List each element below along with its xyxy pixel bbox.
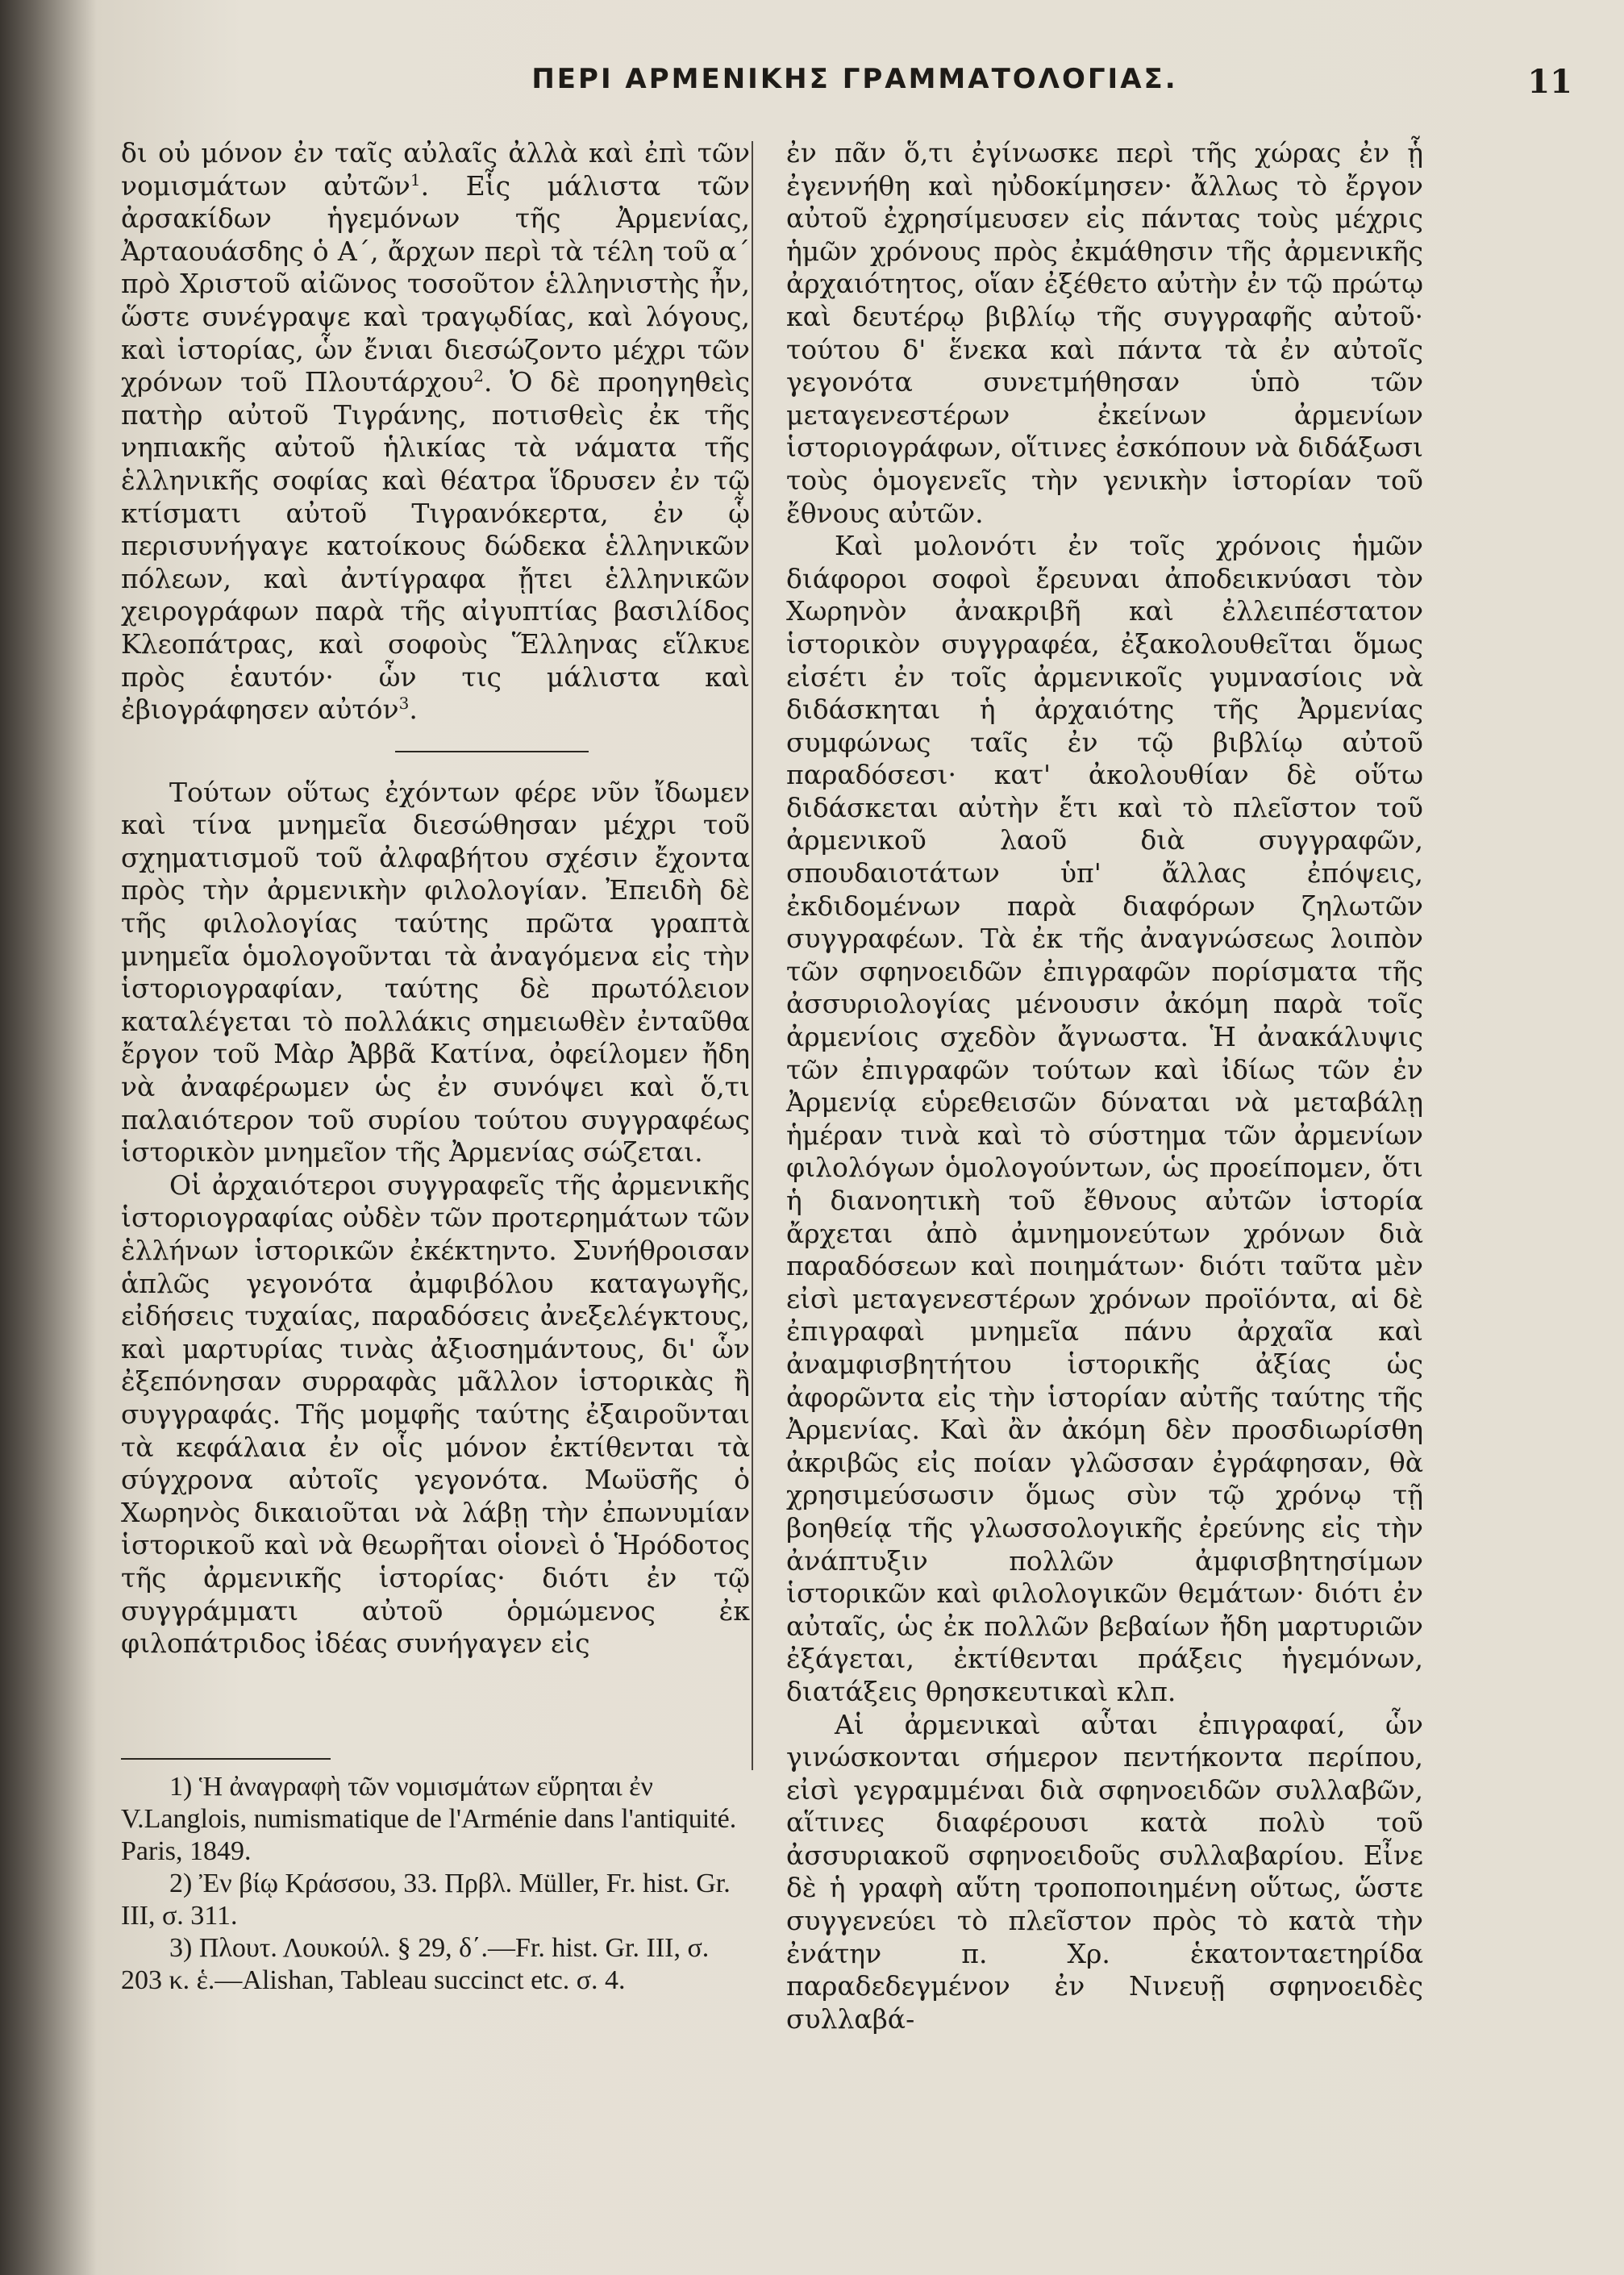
page-header xyxy=(121,63,1572,119)
footnote: 1) Ἡ ἀναγραφὴ τῶν νομισμάτων εὕρηται ἐν xyxy=(169,1772,653,1802)
footnote-ref: 1 xyxy=(410,169,421,190)
paragraph: Τούτων οὕτως ἐχόντων φέρε νῦν ἴδωμεν καὶ τίνα μνημεῖα διεσώθησαν μέχρι τοῦ σχηματισμοῦ τοῦ ἀλφαβήτου σχέσιν ἔχοντα πρὸς τὴν ἀρμενικὴν φιλολογίαν. Ἐπειδὴ δὲ τῆς φιλολογίας ταύτης πρῶτα γραπτὰ μνημεῖα ὁμολογοῦνται τὰ ἀναγόμενα εἰς τὴν ἱστοριογραφίαν, ταύτης δὲ πρωτόλειον καταλέγεται τὸ πολλάκις σημειωθὲν ἐνταῦθα ἔργον τοῦ Μὰρ Ἀββᾶ Κατίνα, ὀφείλομεν ἤδη νὰ ἀναφέρωμεν ὡς ἐν συνόψει καὶ ὅ,τι παλαιότερον τοῦ συρίου τούτου συγγραφέως ἱστορικὸν μνημεῖον τῆς Ἀρμενίας σώζεται. xyxy=(121,776,750,1169)
paragraph: ἐν πᾶν ὅ,τι ἐγίνωσκε περὶ τῆς χώρας ἐν ᾗ ἐγεννήθη καὶ ηὐδοκίμησεν· ἄλλως τὸ ἔργον αὐτοῦ ἐχρησίμευσεν εἰς πάντας τοὺς μέχρις ἡμῶν χρόνους πρὸς ἐκμάθησιν τῆς ἀρμενικῆς ἀρχαιότητος, οἵαν ἐξέθετο αὐτὴν ἐν τῷ πρώτῳ καὶ δευτέρῳ βιβλίῳ τῆς συγγραφῆς αὐτοῦ· τούτου δ' ἕνεκα καὶ πάντα τὰ ἐν αὐτοῖς γεγονότα συνετμήθησαν ὑπὸ τῶν μεταγενεστέρων ἐκείνων ἀρμενίων ἱστοριογράφων, οἵτινες ἐσκόπουν νὰ διδάξωσι τοὺς ὁμογενεῖς τὴν γενικὴν ἱστορίαν τοῦ ἔθνους αὐτῶν. xyxy=(786,137,1423,529)
text-run: δι οὐ μόνον ἐν ταῖς αὐλαῖς ἀλλὰ καὶ ἐπὶ τῶν νομισμάτων αὐτῶν xyxy=(121,137,750,202)
running-title: ΠΕΡΙ ΑΡΜΕΝΙΚΗΣ ΓΡΑΜΜΑΤΟΛΟΓΙΑΣ. xyxy=(531,63,1178,95)
text-run: . Εἷς μάλιστα τῶν ἀρσακίδων ἡγεμόνων τῆς Ἀρμενίας, Ἀρταουάσδης ὁ Α΄, ἄρχων περὶ τὰ τέλη τοῦ α΄ πρὸ Χριστοῦ αἰῶνος τοσοῦτον ἑλληνιστὴς ἦν, ὥστε συνέγραψε καὶ τραγῳδίας, καὶ λόγους, καὶ ἱστορίας, ὧν ἔνιαι διεσώζοντο μέχρι τῶν χρόνων τοῦ Πλουτάρχου xyxy=(121,169,750,398)
section-separator xyxy=(395,751,589,752)
paragraph: Καὶ μολονότι ἐν τοῖς χρόνοις ἡμῶν διάφοροι σοφοὶ ἔρευναι ἀποδεικνύασι τὸν Χωρηνὸν ἀνακριβῆ καὶ ἐλλειπέστατον ἱστορικὸν συγγραφέα, ἐξακολουθεῖται ὅμως εἰσέτι ἐν τοῖς ἀρμενικοῖς γυμνασίοις νὰ διδάσκηται ἡ ἀρχαιότης τῆς Ἀρμενίας συμφώνως ταῖς ἐν τῷ βιβλίῳ αὐτοῦ παραδόσεσι· κατ' ἀκολουθίαν δὲ οὕτω διδάσκεται αὐτὴν ἔτι καὶ τὸ πλεῖστον τοῦ ἀρμενικοῦ λαοῦ διὰ συγγραφῶν, σπουδαιοτάτων ὑπ' ἄλλας ἐπόψεις, ἐκδιδομένων παρὰ διαφόρων ζηλωτῶν συγγραφέων. Τὰ ἐκ τῆς ἀναγνώσεως λοιπὸν τῶν σφηνοειδῶν ἐπιγραφῶν πορίσματα τῆς ἀσσυριολογίας μένουσιν ἀκόμη παρὰ τοῖς ἀρμενίοις σχεδὸν ἄγνωστα. Ἡ ἀνακάλυψις τῶν ἐπιγραφῶν τούτων καὶ ἰδίως τῶν ἐν Ἀρμενίᾳ εὑρεθεισῶν δύναται νὰ μεταβάλῃ ἡμέραν τινὰ καὶ τὸ σύστημα τῶν ἀρμενίων φιλολόγων ὁμολογούντων, ὡς προείπομεν, ὅτι ἡ διανοητικὴ τοῦ ἔθνους αὐτῶν ἱστορία ἄρχεται ἀπὸ ἀμνημονεύτων χρόνων διὰ παραδόσεων καὶ ποιημάτων· διότι ταῦτα μὲν εἰσὶ μεταγενεστέρων χρόνων προϊόντα, αἱ δὲ ἐπιγραφαὶ μνημεῖα πάνυ ἀρχαῖα καὶ ἀναμφισβητήτου ἱστορικῆς ἀξίας ὡς ἀφορῶντα εἰς τὴν ἱστορίαν αὐτῆς ταύτης τῆς Ἀρμενίας. Καὶ ἂν ἀκόμη δὲν προσδιωρίσθη ἀκριβῶς εἰς ποίαν γλῶσσαν ἐγράφησαν, θὰ χρησιμεύσωσιν ὅμως σὺν τῷ χρόνῳ τῇ βοηθείᾳ τῆς γλωσσολογικῆς ἐρεύνης εἰς τὴν ἀνάπτυξιν πολλῶν ἀμφισβητησίμων ἱστορικῶν καὶ φιλολογικῶν θεμάτων· διότι ἐν αὐταῖς, ὡς ἐκ πολλῶν βεβαίων ἤδη μαρτυριῶν ἐξάγεται, ἐκτίθενται πράξεις ἡγεμόνων, διατάξεις θρησκευτικαὶ κλπ. xyxy=(786,530,1423,1707)
paragraph xyxy=(121,137,750,727)
footnote-separator xyxy=(121,1758,331,1760)
footnote: V.Langlois, numismatique de l'Arménie dans l'antiquité. Paris, 1849. xyxy=(121,1804,737,1866)
paragraph: Αἱ ἀρμενικαὶ αὗται ἐπιγραφαί, ὧν γινώσκονται σήμερον πεντήκοντα περίπου, εἰσὶ γεγραμμέναι διὰ σφηνοειδῶν συλλαβῶν, αἵτινες διαφέρουσι κατὰ πολὺ τοῦ ἀσσυριακοῦ σφηνοειδοῦς συλλαβαρίου. Εἶνε δὲ ἡ γραφὴ αὕτη τροποποιημένη οὕτως, ὥστε συγγενεύει τὸ πλεῖστον πρὸς τὸ κατὰ τὴν ἐνάτην π. Χρ. ἑκατονταετηρίδα παραδεδεγμένον ἐν Νινευῇ σφηνοειδὲς συλλαβά- xyxy=(786,1708,1423,2035)
footnote: 3) Πλουτ. Λουκούλ. § 29, δ΄.—Fr. hist. Gr. III, σ. 203 κ. ἑ.—Alishan, Tableau succinct etc. σ. 4. xyxy=(121,1933,710,1995)
footnote: 2) Ἐν βίῳ Κράσσου, 33. Πρβλ. Müller, Fr. hist. Gr. III, σ. 311. xyxy=(121,1869,731,1931)
footnote-ref: 2 xyxy=(473,366,485,386)
footnotes xyxy=(121,1758,750,1997)
right-column xyxy=(786,137,1423,2035)
footnote-ref: 3 xyxy=(398,694,410,714)
page-number: 11 xyxy=(1527,63,1572,101)
column-divider xyxy=(752,141,753,1770)
text-run: . xyxy=(409,694,418,726)
paragraph: Οἱ ἀρχαιότεροι συγγραφεῖς τῆς ἀρμενικῆς ἱστοριογραφίας οὐδὲν τῶν προτερημάτων τῶν ἑλλήνων ἱστορικῶν ἐκέκτηντο. Συνήθροισαν ἁπλῶς γεγονότα ἀμφιβόλου καταγωγῆς, εἰδήσεις τυχαίας, παραδόσεις ἀνεξελέγκτους, καὶ μαρτυρίας τινὰς ἀξιοσημάντους, δι' ὧν ἐξεπόνησαν συρραφὰς μᾶλλον ἱστορικὰς ἢ συγγραφάς. Τῆς μομφῆς ταύτης ἐξαιροῦνται τὰ κεφάλαια ἐν οἷς μόνον ἐκτίθενται τὰ σύγχρονα αὐτοῖς γεγονότα. Μωϋσῆς ὁ Χωρηνὸς δικαιοῦται νὰ λάβῃ τὴν ἐπωνυμίαν ἱστορικοῦ καὶ νὰ θεωρῆται οἱονεὶ ὁ Ἡρόδοτος τῆς ἀρμενικῆς ἱστορίας· διότι ἐν τῷ συγγράμματι αὐτοῦ ὁρμώμενος ἐκ φιλοπάτριδος ἰδέας συνήγαγεν εἰς xyxy=(121,1169,750,1660)
text-run: . Ὁ δὲ προηγηθεὶς πατὴρ αὐτοῦ Τιγράνης, ποτισθεὶς ἐκ τῆς νηπιακῆς αὐτοῦ ἡλικίας τὰ νάματα τῆς ἑλληνικῆς σοφίας καὶ θέατρα ἵδρυσεν ἐν τῷ κτίσματι αὐτοῦ Τιγρανόκερτα, ἐν ᾧ περισυνήγαγε κατοίκους δώδεκα ἑλληνικῶν πόλεων, καὶ ἀντίγραφα ᾔτει ἑλληνικῶν χειρογράφων παρὰ τῆς αἰγυπτίας βασιλίδος Κλεοπάτρας, καὶ σοφοὺς Ἕλληνας εἵλκυε πρὸς ἑαυτόν· ὧν τις μάλιστα καὶ ἐβιογράφησεν αὐτόν xyxy=(121,366,750,726)
left-column xyxy=(121,137,750,1660)
